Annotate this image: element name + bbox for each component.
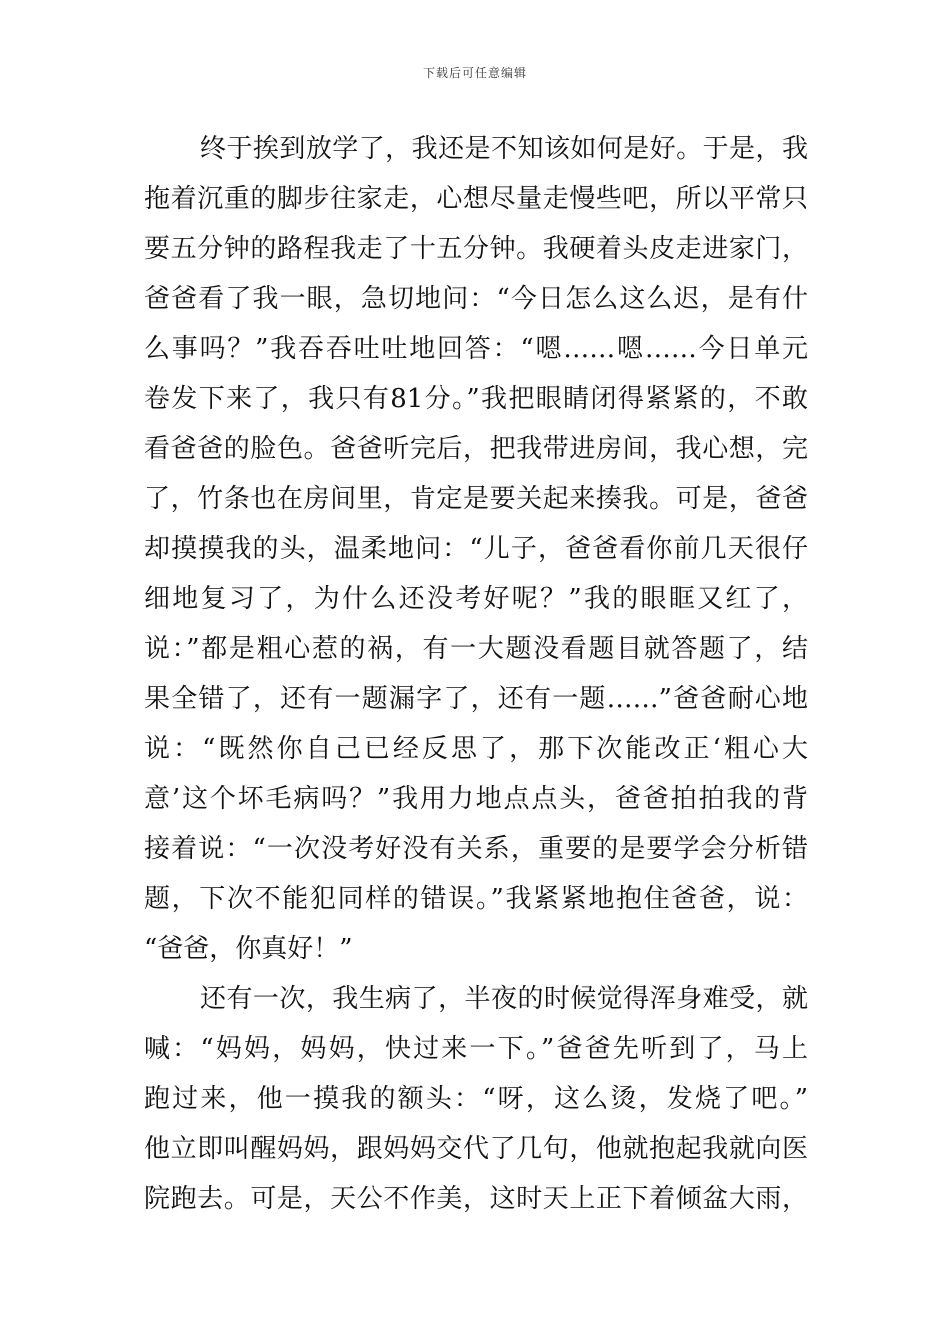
text-line: 果全错了，还有一题漏字了，还有一题……”爸爸耐心地 bbox=[144, 684, 808, 714]
body-text bbox=[144, 124, 808, 1224]
text-line: “爸爸，你真好！” bbox=[144, 934, 353, 964]
text-line: 终于挨到放学了，我还是不知该如何是好。于是，我 bbox=[200, 134, 808, 164]
text-line: 意’这个坏毛病吗？”我用力地点点头，爸爸拍拍我的背 bbox=[144, 784, 808, 814]
text-line: 看爸爸的脸色。爸爸听完后，把我带进房间，我心想，完 bbox=[144, 434, 808, 464]
text-line: 要五分钟的路程我走了十五分钟。我硬着头皮走进家门， bbox=[144, 234, 808, 264]
text-line: 跑过来，他一摸我的额头：“呀，这么烫，发烧了吧。” bbox=[144, 1084, 808, 1114]
text-line: 细地复习了，为什么还没考好呢？”我的眼眶又红了， bbox=[144, 584, 808, 614]
text-line: 他立即叫醒妈妈，跟妈妈交代了几句，他就抱起我就向医 bbox=[144, 1134, 808, 1164]
text-line: 了，竹条也在房间里，肯定是要关起来揍我。可是，爸爸 bbox=[144, 484, 808, 514]
text-line: 还有一次，我生病了，半夜的时候觉得浑身难受，就 bbox=[200, 984, 808, 1014]
text-line: 卷发下来了，我只有81分。”我把眼睛闭得紧紧的，不敢 bbox=[144, 384, 808, 414]
text-line: 院跑去。可是，天公不作美，这时天上正下着倾盆大雨， bbox=[144, 1184, 808, 1214]
text-line: 喊：“妈妈，妈妈，快过来一下。”爸爸先听到了，马上 bbox=[144, 1034, 808, 1064]
text-line: 却摸摸我的头，温柔地问：“儿子，爸爸看你前几天很仔 bbox=[144, 534, 808, 564]
text-line: 爸爸看了我一眼，急切地问：“今日怎么这么迟，是有什 bbox=[144, 284, 808, 314]
header-note: 下载后可任意编辑 bbox=[422, 66, 527, 80]
text-line: 说：“既然你自己已经反思了，那下次能改正‘粗心大 bbox=[144, 734, 808, 764]
text-line: 拖着沉重的脚步往家走，心想尽量走慢些吧，所以平常只 bbox=[144, 184, 808, 214]
text-line: 么事吗？”我吞吞吐吐地回答：“嗯……嗯……今日单元 bbox=[144, 334, 808, 364]
text-line: 接着说：“一次没考好没有关系，重要的是要学会分析错 bbox=[144, 834, 808, 864]
text-line: 题，下次不能犯同样的错误。”我紧紧地抱住爸爸，说： bbox=[144, 884, 808, 914]
text-line: 说：”都是粗心惹的祸，有一大题没看题目就答题了，结 bbox=[144, 634, 808, 664]
